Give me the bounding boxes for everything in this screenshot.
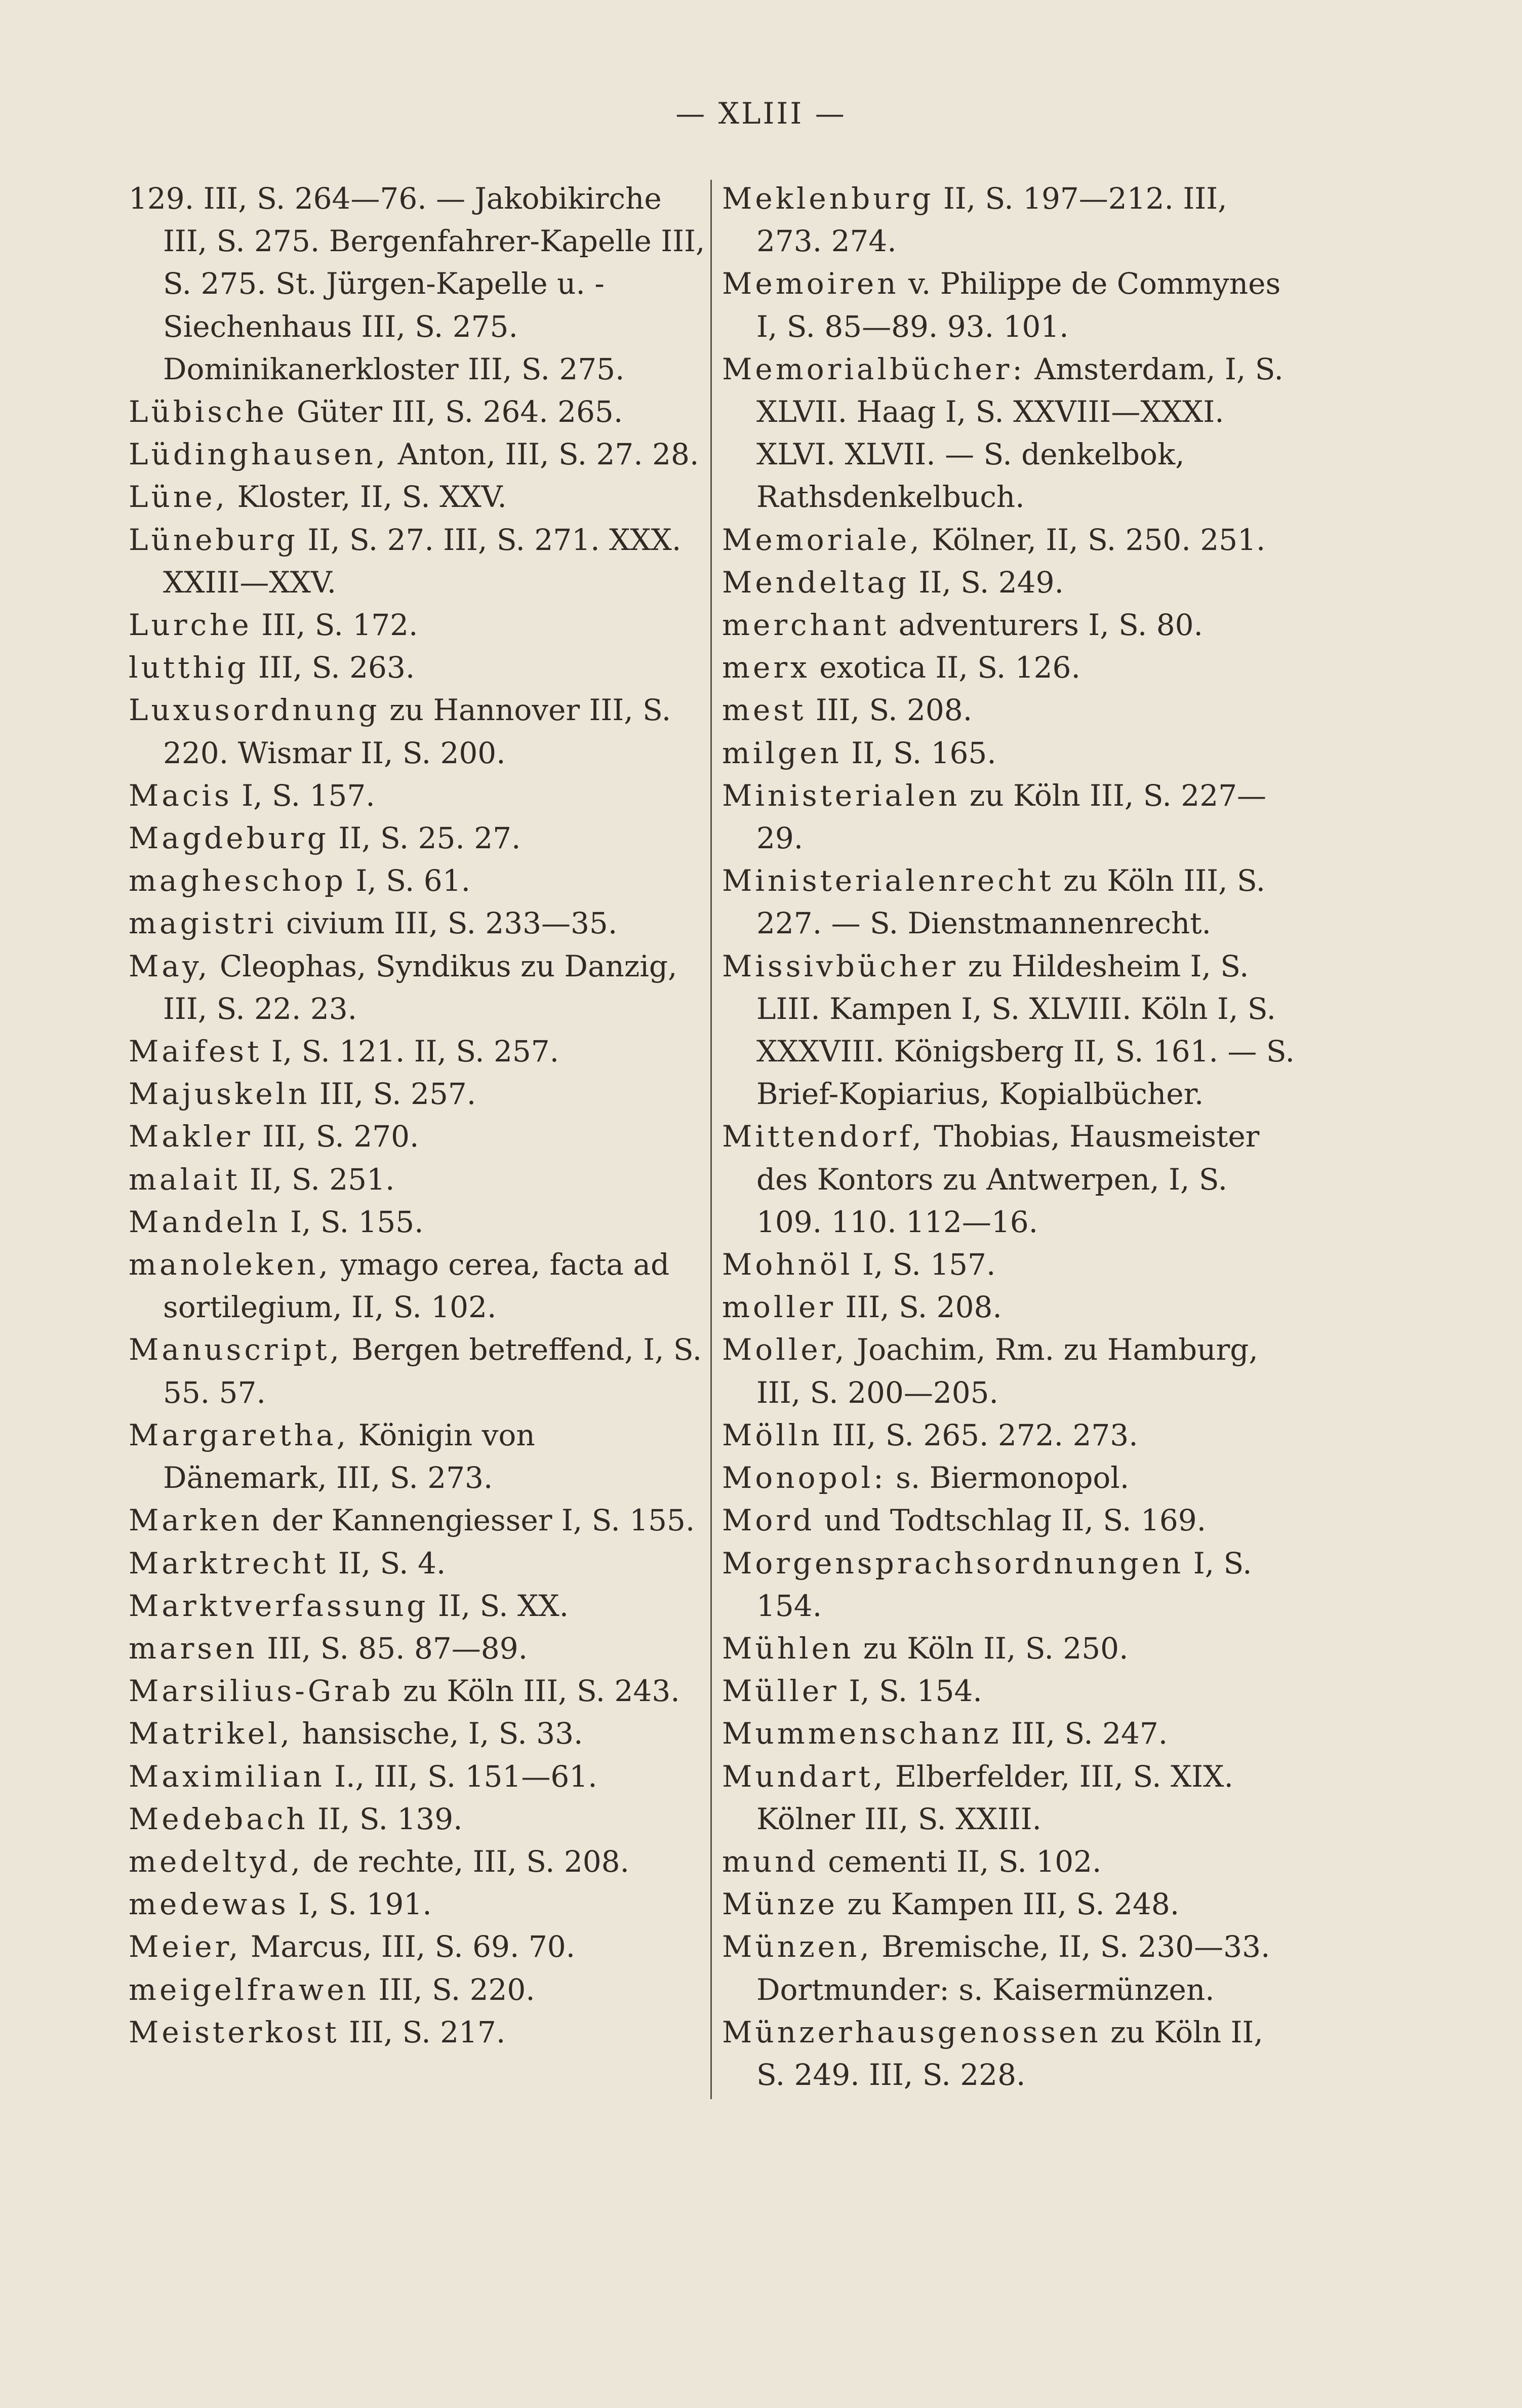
index-reference: III, S. 208. bbox=[845, 1290, 1002, 1325]
index-keyword: Matrikel, bbox=[129, 1716, 293, 1751]
index-reference: v. Philippe de Commynes I, S. 85—89. 93. 101. bbox=[756, 266, 1281, 344]
index-reference: III, S. 263. bbox=[258, 650, 415, 685]
index-entry bbox=[129, 390, 706, 433]
index-entry bbox=[722, 561, 1299, 604]
index-keyword: medeltyd, bbox=[129, 1844, 303, 1879]
index-entry bbox=[722, 1414, 1299, 1456]
index-keyword: Memoiren bbox=[722, 266, 899, 301]
index-keyword: Meklenburg bbox=[722, 181, 934, 216]
index-reference: II, S. 25. 27. bbox=[338, 821, 521, 856]
index-reference: und Todtschlag II, S. 169. bbox=[824, 1503, 1207, 1538]
index-reference: I., III, S. 151—61. bbox=[334, 1759, 597, 1794]
index-keyword: Mord bbox=[722, 1503, 815, 1538]
index-keyword: Marken bbox=[129, 1503, 263, 1538]
index-reference: Bergen betreffend, I, S. 55. 57. bbox=[163, 1332, 702, 1410]
index-reference: III, S. 220. bbox=[378, 1972, 535, 2007]
index-entry bbox=[722, 1627, 1299, 1670]
index-reference: adventurers I, S. 80. bbox=[898, 608, 1203, 643]
index-entry bbox=[129, 1328, 706, 1413]
index-entry bbox=[722, 1115, 1299, 1243]
index-entry bbox=[129, 689, 706, 774]
index-keyword: May, bbox=[129, 949, 211, 983]
index-keyword: manoleken, bbox=[129, 1247, 331, 1282]
index-entry bbox=[722, 1840, 1299, 1883]
index-entry bbox=[129, 1414, 706, 1499]
index-column-right bbox=[722, 177, 1299, 2096]
index-reference: II, S. 27. III, S. 271. XXX. XXIII—XXV. bbox=[163, 522, 682, 600]
index-entry bbox=[129, 1499, 706, 1542]
index-keyword: meigelfrawen bbox=[129, 1972, 369, 2007]
index-entry bbox=[129, 1627, 706, 1670]
index-reference: I, S. 121. II, S. 257. bbox=[271, 1034, 559, 1069]
index-entry bbox=[129, 1585, 706, 1627]
index-entry bbox=[722, 1456, 1299, 1499]
index-keyword: lutthig bbox=[129, 650, 249, 685]
index-reference: Amsterdam, I, S. XLVII. Haag I, S. XXVIII—XXXI. XLVI. XLVII. — S. denkelbok, Rathsdenkelbuch. bbox=[756, 351, 1284, 515]
index-reference: III, S. 270. bbox=[262, 1119, 419, 1154]
index-keyword: Münze bbox=[722, 1887, 838, 1922]
index-entry bbox=[722, 945, 1299, 1116]
index-entry bbox=[129, 1670, 706, 1712]
index-entry bbox=[722, 1542, 1299, 1627]
index-reference: III, S. 265. 272. 273. bbox=[832, 1417, 1138, 1452]
index-entry bbox=[722, 519, 1299, 561]
index-reference: II, S. 4. bbox=[338, 1546, 446, 1581]
index-entry bbox=[129, 1115, 706, 1158]
index-entry bbox=[129, 433, 706, 476]
index-keyword: merchant bbox=[722, 608, 890, 643]
index-reference: II, S. 165. bbox=[851, 735, 996, 770]
index-entry bbox=[129, 2011, 706, 2054]
index-entry bbox=[129, 1755, 706, 1798]
index-entry bbox=[129, 1883, 706, 1925]
index-reference: de rechte, III, S. 208. bbox=[312, 1844, 629, 1879]
index-entry bbox=[129, 646, 706, 689]
index-entry bbox=[722, 1925, 1299, 2010]
index-reference: zu Köln II, S. 250. bbox=[863, 1631, 1129, 1666]
index-keyword: Marsilius-Grab bbox=[129, 1674, 394, 1709]
index-entry bbox=[722, 604, 1299, 646]
index-reference: III, S. 172. bbox=[261, 608, 418, 643]
index-reference: Marcus, III, S. 69. 70. bbox=[250, 1929, 576, 1964]
index-keyword: Mendeltag bbox=[722, 565, 910, 600]
index-keyword: Meisterkost bbox=[129, 2015, 340, 2049]
index-keyword: Marktrecht bbox=[129, 1546, 329, 1581]
index-entry bbox=[722, 646, 1299, 689]
index-entry bbox=[722, 262, 1299, 347]
index-reference: Elberfelder, III, S. XIX. Kölner III, S. XXIII. bbox=[756, 1759, 1233, 1836]
index-reference: I, S. 157. bbox=[862, 1247, 996, 1282]
index-reference: exotica II, S. 126. bbox=[819, 650, 1080, 685]
index-reference: II, S. 249. bbox=[918, 565, 1064, 600]
index-entry bbox=[722, 732, 1299, 774]
index-reference: II, S. 197—212. III, 273. 274. bbox=[756, 181, 1227, 259]
index-entry bbox=[722, 774, 1299, 859]
index-reference: ymago cerea, facta ad sortilegium, II, S. 102. bbox=[163, 1247, 670, 1325]
index-entry bbox=[129, 1840, 706, 1883]
index-entry bbox=[722, 1883, 1299, 1925]
index-keyword: Manuscript, bbox=[129, 1332, 343, 1367]
index-keyword: Morgensprachsordnungen bbox=[722, 1546, 1184, 1581]
index-entry bbox=[722, 2011, 1299, 2096]
index-reference: Kölner, II, S. 250. 251. bbox=[932, 522, 1266, 557]
index-entry bbox=[722, 1712, 1299, 1755]
index-keyword: milgen bbox=[722, 735, 842, 770]
index-keyword: Mühlen bbox=[722, 1631, 854, 1666]
index-entry bbox=[722, 859, 1299, 944]
index-keyword: Mittendorf, bbox=[722, 1119, 925, 1154]
index-entry bbox=[722, 1755, 1299, 1840]
index-keyword: Mölln bbox=[722, 1417, 823, 1452]
index-entry bbox=[129, 1925, 706, 1968]
index-keyword: medewas bbox=[129, 1887, 289, 1922]
index-reference: II, S. 251. bbox=[250, 1162, 395, 1197]
index-entry bbox=[722, 1328, 1299, 1413]
index-keyword: Meier, bbox=[129, 1929, 242, 1964]
index-keyword: Mohnöl bbox=[722, 1247, 853, 1282]
index-keyword: Mummenschanz bbox=[722, 1716, 1002, 1751]
index-entry bbox=[129, 1158, 706, 1201]
index-keyword: Münzerhausgenossen bbox=[722, 2015, 1101, 2049]
index-reference: I, S. 155. bbox=[290, 1204, 424, 1239]
index-reference: Königin von Dänemark, III, S. 273. bbox=[163, 1417, 535, 1495]
index-keyword: Moller, bbox=[722, 1332, 848, 1367]
index-reference: Anton, III, S. 27. 28. bbox=[397, 437, 699, 472]
index-reference: I, S. 61. bbox=[355, 863, 471, 898]
index-reference: zu Köln III, S. 227. — S. Dienstmannenrecht. bbox=[756, 863, 1266, 941]
index-entry bbox=[129, 1712, 706, 1755]
index-keyword: magheschop bbox=[129, 863, 347, 898]
index-entry bbox=[129, 1073, 706, 1115]
index-keyword: Missivbücher bbox=[722, 949, 959, 983]
index-reference: Cleophas, Syndikus zu Danzig, III, S. 22. 23. bbox=[163, 949, 677, 1026]
index-reference: zu Hannover III, S. 220. Wismar II, S. 200. bbox=[163, 693, 671, 770]
index-keyword: Maximilian bbox=[129, 1759, 325, 1794]
index-reference: II, S. XX. bbox=[437, 1588, 569, 1623]
index-keyword: marsen bbox=[129, 1631, 258, 1666]
index-keyword: Medebach bbox=[129, 1801, 308, 1836]
index-keyword: Maifest bbox=[129, 1034, 262, 1069]
index-reference: cementi II, S. 102. bbox=[828, 1844, 1102, 1879]
index-entry bbox=[129, 945, 706, 1030]
index-entry bbox=[129, 1542, 706, 1585]
index-entry bbox=[722, 1499, 1299, 1542]
index-keyword: Magdeburg bbox=[129, 821, 329, 856]
index-reference: s. Biermonopol. bbox=[896, 1460, 1130, 1495]
index-reference: III, S. 247. bbox=[1011, 1716, 1168, 1751]
index-reference: hansische, I, S. 33. bbox=[302, 1716, 583, 1751]
index-entry bbox=[129, 1243, 706, 1328]
index-keyword: Ministerialen bbox=[722, 778, 960, 813]
index-reference: III, S. 257. bbox=[319, 1077, 476, 1112]
index-reference: zu Hildesheim I, S. LIII. Kampen I, S. XLVIII. Köln I, S. XXXVIII. Königsberg II, S. 161. — S. Brief-Kopiarius, Kopialbücher. bbox=[756, 949, 1295, 1112]
index-keyword: Luxusordnung bbox=[129, 693, 380, 728]
index-entry bbox=[129, 519, 706, 604]
index-reference: zu Köln II, S. 249. III, S. 228. bbox=[756, 2015, 1263, 2092]
index-keyword: moller bbox=[722, 1290, 836, 1325]
index-keyword: Mandeln bbox=[129, 1204, 281, 1239]
index-entry bbox=[129, 476, 706, 518]
index-keyword: Lüdinghausen, bbox=[129, 437, 389, 472]
column-divider bbox=[710, 180, 712, 2099]
index-reference: Kloster, II, S. XXV. bbox=[237, 480, 507, 515]
index-entry bbox=[129, 1798, 706, 1840]
index-keyword: Macis bbox=[129, 778, 232, 813]
index-reference: Güter III, S. 264. 265. bbox=[296, 394, 623, 429]
index-entry bbox=[722, 1243, 1299, 1286]
index-reference: II, S. 139. bbox=[317, 1801, 463, 1836]
index-column-left bbox=[129, 177, 706, 2054]
index-reference: zu Kampen III, S. 248. bbox=[847, 1887, 1180, 1922]
index-reference: III, S. 85. 87—89. bbox=[267, 1631, 528, 1666]
index-keyword: Ministerialenrecht bbox=[722, 863, 1054, 898]
index-keyword: Marktverfassung bbox=[129, 1588, 429, 1623]
index-keyword: malait bbox=[129, 1162, 241, 1197]
index-reference: I, S. 157. bbox=[242, 778, 375, 813]
index-keyword: magistri bbox=[129, 906, 277, 941]
index-entry bbox=[722, 1670, 1299, 1712]
index-reference: zu Köln III, S. 243. bbox=[403, 1674, 680, 1709]
index-reference: der Kannengiesser I, S. 155. bbox=[271, 1503, 695, 1538]
index-keyword: Münzen, bbox=[722, 1929, 872, 1964]
index-keyword: mund bbox=[722, 1844, 819, 1879]
index-keyword: Lüne, bbox=[129, 480, 228, 515]
index-entry bbox=[129, 1030, 706, 1073]
index-keyword: Müller bbox=[722, 1674, 839, 1709]
index-entry bbox=[129, 604, 706, 646]
index-keyword: Memorialbücher: bbox=[722, 351, 1025, 386]
index-keyword: Lübische bbox=[129, 394, 288, 429]
index-reference: Bremische, II, S. 230—33. Dortmunder: s. Kaisermünzen. bbox=[756, 1929, 1270, 2007]
index-keyword: Majuskeln bbox=[129, 1077, 310, 1112]
index-reference: Thobias, Hausmeister des Kontors zu Antwerpen, I, S. 109. 110. 112—16. bbox=[756, 1119, 1260, 1239]
index-keyword: Lüneburg bbox=[129, 522, 298, 557]
index-keyword: Lurche bbox=[129, 608, 252, 643]
index-entry bbox=[129, 859, 706, 902]
index-entry bbox=[129, 902, 706, 944]
index-entry bbox=[129, 1201, 706, 1243]
index-keyword: Makler bbox=[129, 1119, 253, 1154]
index-reference: III, S. 208. bbox=[815, 693, 973, 728]
page-header: — XLIII — bbox=[675, 96, 847, 131]
index-entry bbox=[722, 1286, 1299, 1328]
index-entry bbox=[129, 774, 706, 817]
index-reference: I, S. 154. bbox=[849, 1674, 982, 1709]
index-reference: civium III, S. 233—35. bbox=[286, 906, 618, 941]
index-keyword: Margaretha, bbox=[129, 1417, 349, 1452]
index-reference: I, S. 191. bbox=[298, 1887, 432, 1922]
index-entry bbox=[129, 1968, 706, 2011]
index-reference: III, S. 217. bbox=[348, 2015, 506, 2049]
index-entry bbox=[129, 177, 706, 390]
index-entry bbox=[722, 177, 1299, 262]
index-keyword: Memoriale, bbox=[722, 522, 923, 557]
index-entry bbox=[722, 689, 1299, 731]
index-keyword: Monopol: bbox=[722, 1460, 887, 1495]
index-entry bbox=[129, 817, 706, 859]
index-reference: I, S. 154. bbox=[756, 1546, 1252, 1623]
index-keyword: mest bbox=[722, 693, 807, 728]
index-keyword: merx bbox=[722, 650, 810, 685]
index-entry bbox=[722, 348, 1299, 519]
index-reference: zu Köln III, S. 227—29. bbox=[756, 778, 1266, 856]
index-keyword: Mundart, bbox=[722, 1759, 886, 1794]
index-reference: 129. III, S. 264—76. — Jakobikirche III, S. 275. Bergenfahrer-Kapelle III, S. 275. St. Jürgen-Kapelle u. -Siechenhaus III, S. 275. Dominikanerkloster III, S. 275. bbox=[129, 181, 705, 386]
index-reference: Joachim, Rm. zu Hamburg, III, S. 200—205. bbox=[756, 1332, 1258, 1410]
